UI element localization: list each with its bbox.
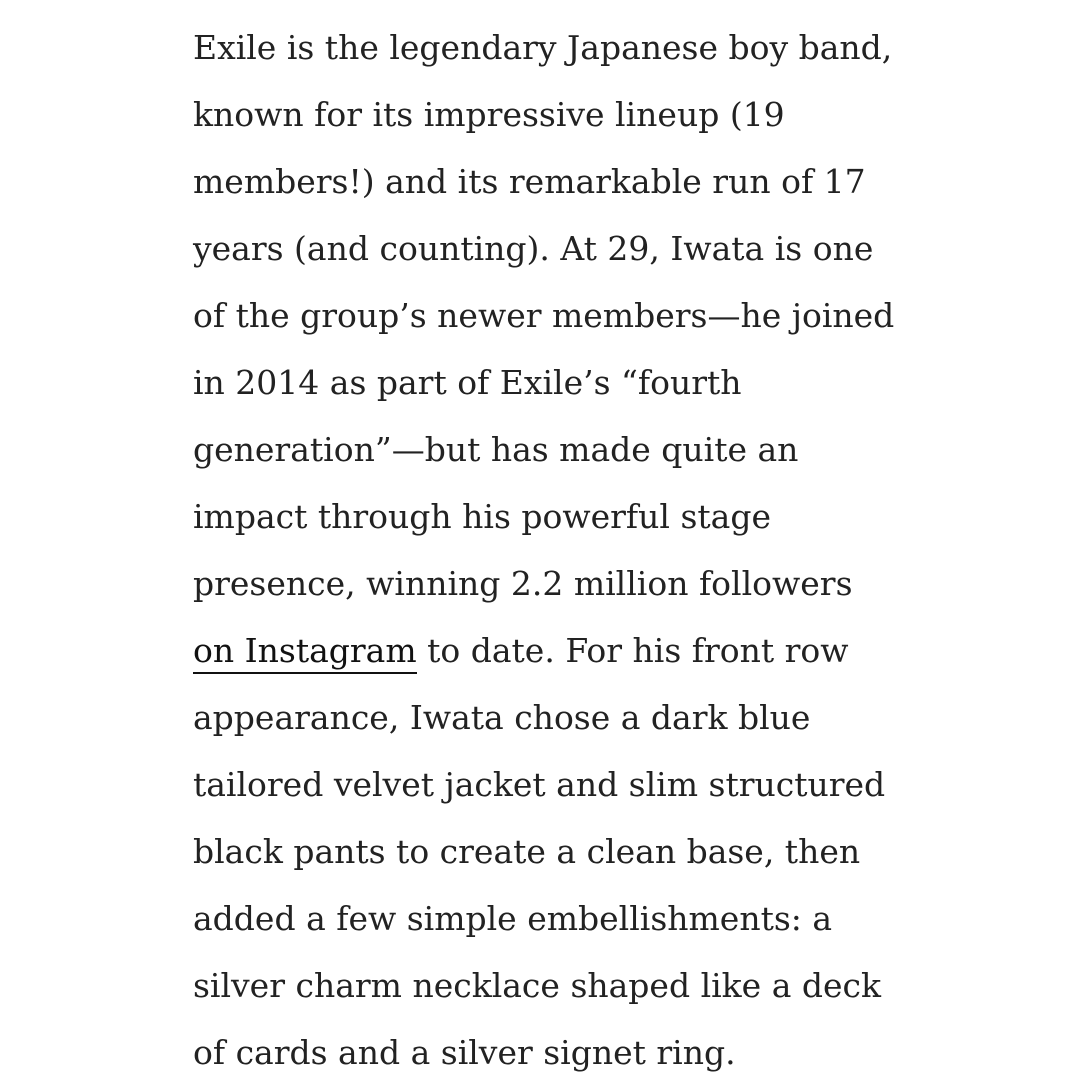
- text-line: members!) and its remarkable run of 17: [193, 162, 866, 201]
- text-line: Exile is the legendary Japanese boy band,: [193, 28, 893, 67]
- text-line: added a few simple embellishments: a: [193, 899, 833, 938]
- text-line: silver charm necklace shaped like a deck: [193, 966, 881, 1005]
- text-line: in 2014 as part of Exile’s “fourth: [193, 363, 742, 402]
- text-line: presence, winning 2.2 million followers: [193, 564, 853, 603]
- text-line: years (and counting). At 29, Iwata is one: [193, 229, 874, 268]
- article-paragraph: [193, 14, 893, 1080]
- text-line: appearance, Iwata chose a dark blue: [193, 698, 811, 737]
- text-line: of cards and a silver signet ring.: [193, 1033, 736, 1072]
- text-line-with-link: [193, 617, 893, 684]
- text-line: generation”—but has made quite an: [193, 430, 799, 469]
- text-line: impact through his powerful stage: [193, 497, 771, 536]
- text-line: tailored velvet jacket and slim structured: [193, 765, 886, 804]
- text-line: black pants to create a clean base, then: [193, 832, 861, 871]
- text-line-rest: to date. For his front row: [416, 631, 849, 670]
- text-line: of the group’s newer members—he joined: [193, 296, 895, 335]
- text-line: known for its impressive lineup (19: [193, 95, 785, 134]
- instagram-link[interactable]: on Instagram: [193, 631, 417, 674]
